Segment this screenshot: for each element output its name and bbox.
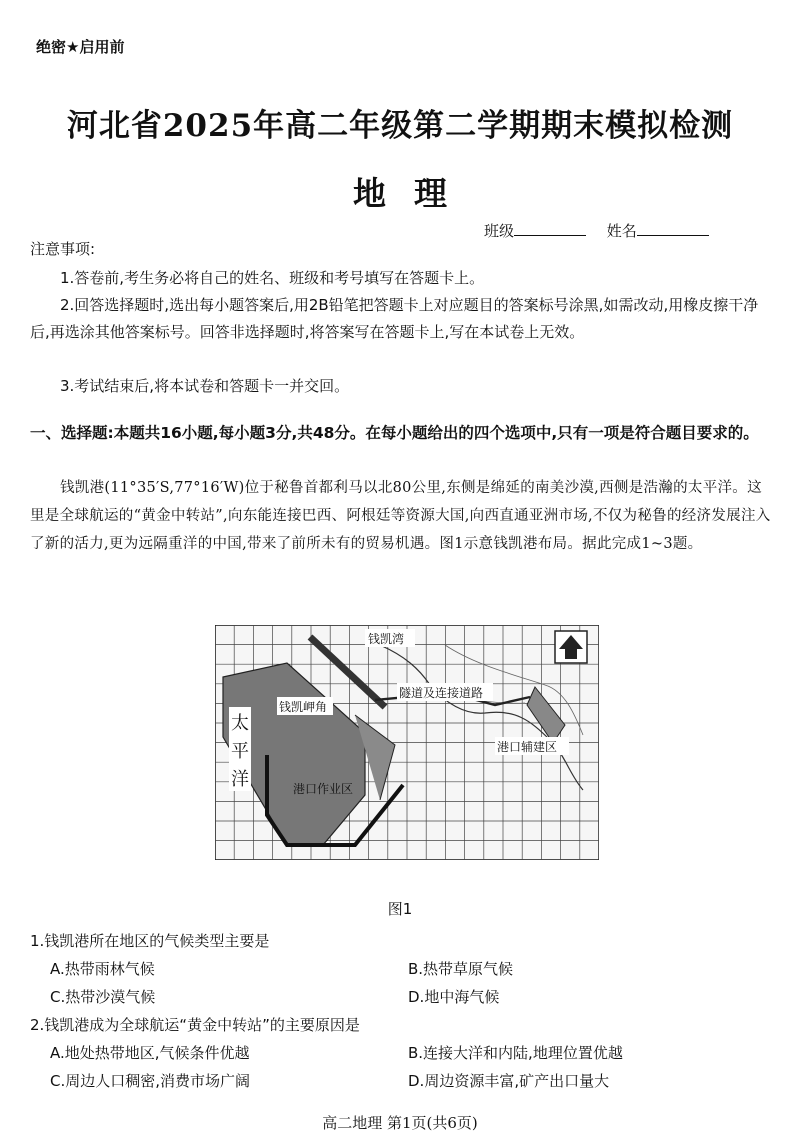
subject-title: 地理: [353, 174, 475, 213]
question-2-stem: 2.钱凯港成为全球航运“黄金中转站”的主要原因是: [30, 1016, 360, 1034]
q1-option-d[interactable]: D.地中海气候: [408, 988, 500, 1006]
figure-caption: 图1: [387, 900, 413, 918]
label-ocean-2: 平: [231, 741, 249, 762]
class-label: 班级: [484, 222, 515, 240]
label-ocean-3: 洋: [231, 769, 249, 790]
name-label: 姓名: [606, 222, 637, 240]
label-operations-zone: 港口作业区: [293, 782, 354, 796]
confidential-mark: 绝密★启用前: [36, 38, 125, 56]
question-1-stem: 1.钱凯港所在地区的气候类型主要是: [30, 932, 270, 950]
page-footer: 高二地理 第1页(共6页): [322, 1114, 478, 1132]
notice-item-3: 3.考试结束后,将本试卷和答题卡一并交回。: [60, 377, 350, 395]
student-info-fields: [484, 220, 725, 241]
q1-option-a[interactable]: A.热带雨林气候: [50, 960, 155, 978]
exam-title: 河北省2025年高二年级第二学期期末模拟检测: [66, 108, 734, 144]
notice-item-2: 2.回答选择题时,选出每小题答案后,用2B铅笔把答题卡上对应题目的答案标号涂黑,如需改动,用橡皮擦干净后,再选涂其他答案标号。回答非选择题时,将答案写在答题卡上,写在本试卷上无效。: [30, 296, 759, 341]
label-ocean-1: 太: [231, 713, 249, 734]
label-qiankai-cape: 钱凯岬角: [279, 700, 328, 714]
notice-item-1: 1.答卷前,考生务必将自己的姓名、班级和考号填写在答题卡上。: [60, 269, 485, 287]
label-aux-zone: 港口辅建区: [497, 740, 558, 754]
q1-option-b[interactable]: B.热带草原气候: [408, 960, 514, 978]
q2-option-c[interactable]: C.周边人口稠密,消费市场广阔: [50, 1072, 251, 1090]
label-tunnel-road: 隧道及连接道路: [399, 686, 484, 700]
q2-option-a[interactable]: A.地处热带地区,气候条件优越: [50, 1044, 250, 1062]
q2-option-b[interactable]: B.连接大洋和内陆,地理位置优越: [408, 1044, 623, 1062]
notice-heading: 注意事项:: [30, 240, 96, 258]
reading-passage: 钱凯港(11°35′S,77°16′W)位于秘鲁首都利马以北80公里,东侧是绵延的南美沙漠,西侧是浩瀚的太平洋。这里是全球航运的“黄金中转站”,向东能连接巴西、阿根廷等资源大国,向西直通亚洲市场,不仅为秘鲁的经济发展注入了新的活力,更为远隔重洋的中国,带来了前所未有的贸易机遇。图1示意钱凯港布局。据此完成1~3题。: [30, 480, 771, 552]
q1-option-c[interactable]: C.热带沙漠气候: [50, 988, 156, 1006]
label-qiankai-bay: 钱凯湾: [368, 632, 405, 646]
name-blank[interactable]: [637, 235, 709, 236]
class-blank[interactable]: [514, 235, 586, 236]
port-layout-map: [215, 625, 599, 860]
section-1-heading: 一、选择题:本题共16小题,每小题3分,共48分。在每小题给出的四个选项中,只有一项是符合题目要求的。: [30, 424, 759, 442]
q2-option-d[interactable]: D.周边资源丰富,矿产出口量大: [408, 1072, 610, 1090]
